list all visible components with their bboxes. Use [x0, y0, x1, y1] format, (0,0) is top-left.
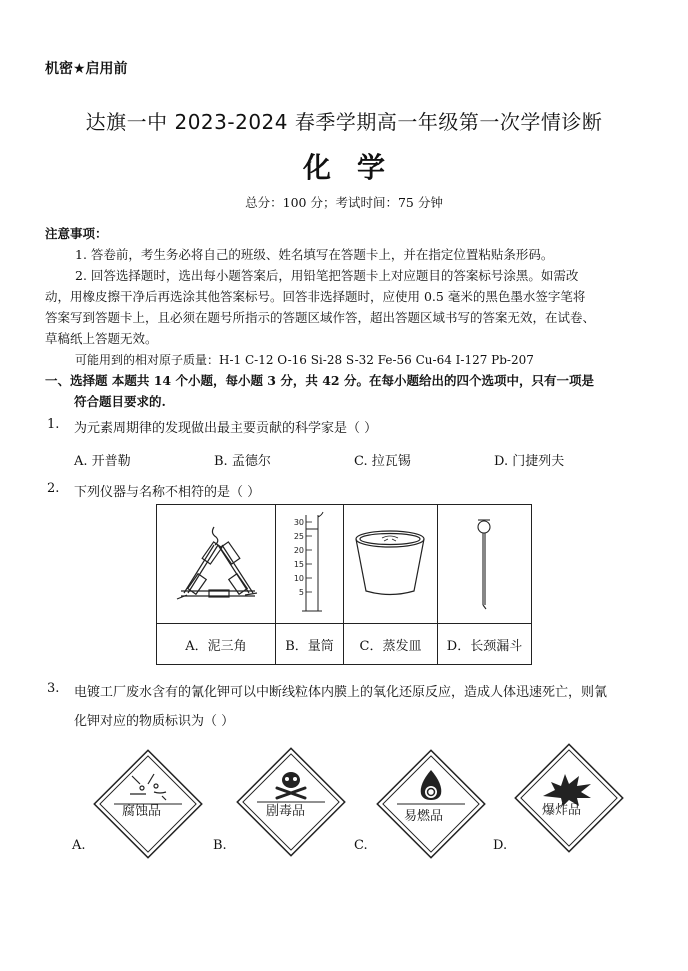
notes-item-2-line-4: 草稿纸上答题无效。	[45, 331, 158, 346]
hazard-label-explosive: 爆炸品	[542, 803, 582, 818]
long-neck-funnel-cell	[438, 505, 532, 624]
label-evaporating-dish: C．蒸发皿	[344, 624, 438, 665]
notes-item-2-line-3: 答案写到答题卡上，且必须在题号所指示的答题区域作答，超出答题区域书写的答案无效，在试卷、	[45, 310, 596, 325]
label-clay-triangle: A．泥三角	[157, 624, 276, 665]
graduated-cylinder-icon	[276, 505, 343, 619]
cylinder-tick: 30	[293, 518, 304, 527]
evaporating-dish-icon	[344, 505, 437, 619]
clay-triangle-icon	[157, 505, 275, 619]
long-neck-funnel-icon	[438, 505, 531, 619]
exam-title: 达旗一中 2023-2024 春季学期高一年级第一次学情诊断	[85, 110, 603, 134]
q3-stem-line-1: 电镀工厂废水含有的氰化钾可以中断线粒体内膜上的氧化还原反应，造成人体迅速死亡，则氰	[74, 685, 608, 700]
q2-number: 2.	[47, 481, 60, 496]
section-heading: 一、选择题 本题共 14 个小题，每小题 3 分，共 42 分。在每小题给出的四个选项中，只有一项是	[45, 373, 594, 388]
subject-title: 化学	[302, 151, 411, 184]
q1-option-b: B. 孟德尔	[214, 454, 271, 469]
hazard-label-toxic: 剧毒品	[266, 804, 306, 819]
notes-item-2-line-1: 2. 回答选择题时，选出每小题答案后，用铅笔把答题卡上对应题目的答案标号涂黑。如需改	[75, 268, 579, 283]
clay-triangle-cell	[157, 505, 276, 624]
label-graduated-cylinder: B．量筒	[276, 624, 344, 665]
hazard-label-corrosive: 腐蚀品	[122, 804, 162, 819]
q3-option-a: A.	[72, 838, 86, 853]
q3-option-d: D.	[493, 838, 508, 853]
notes-item-2-line-2: 动，用橡皮擦干净后再选涂其他答案标号。回答非选择题时，应使用 0.5 毫米的黑色墨水签字笔将	[45, 289, 586, 304]
instrument-table	[156, 504, 532, 665]
cylinder-tick: 10	[293, 574, 304, 583]
q1-number: 1.	[47, 417, 60, 432]
cylinder-tick: 15	[293, 560, 304, 569]
hazard-sign-explosive	[513, 742, 625, 854]
q3-option-c: C.	[354, 838, 368, 853]
section-heading-line-2: 符合题目要求的.	[74, 394, 166, 409]
q1-option-c: C. 拉瓦锡	[354, 454, 411, 469]
explosion-icon	[513, 742, 625, 854]
flame-icon	[375, 748, 487, 860]
confidential-mark: 机密★启用前	[45, 61, 128, 77]
q1-option-a: A. 开普勒	[74, 454, 131, 469]
notes-item-1: 1. 答卷前，考生务必将自己的班级、姓名填写在答题卡上，并在指定位置粘贴条形码。	[75, 247, 554, 262]
q2-stem: 下列仪器与名称不相符的是（ ）	[74, 485, 261, 500]
atomic-mass-note: 可能用到的相对原子质量：H-1 C-12 O-16 Si-28 S-32 Fe-56 Cu-64 I-127 Pb-207	[75, 353, 534, 367]
q1-option-d: D. 门捷列夫	[494, 454, 565, 469]
hazard-label-flammable: 易燃品	[404, 809, 444, 824]
hazard-sign-flammable	[375, 748, 487, 860]
q3-stem-line-2: 化钾对应的物质标识为（ ）	[74, 714, 235, 729]
evaporating-dish-cell	[344, 505, 438, 624]
graduated-cylinder-cell	[276, 505, 344, 624]
q1-stem: 为元素周期律的发现做出最主要贡献的科学家是（ ）	[74, 421, 378, 436]
cylinder-tick: 5	[298, 588, 304, 597]
label-long-neck-funnel: D．长颈漏斗	[438, 624, 532, 665]
q3-option-b: B.	[213, 838, 227, 853]
cylinder-tick: 20	[293, 546, 304, 555]
cylinder-tick: 25	[293, 532, 304, 541]
q3-number: 3.	[47, 681, 60, 696]
notes-heading: 注意事项：	[45, 226, 108, 241]
score-time: 总分：100 分；考试时间：75 分钟	[245, 195, 443, 210]
